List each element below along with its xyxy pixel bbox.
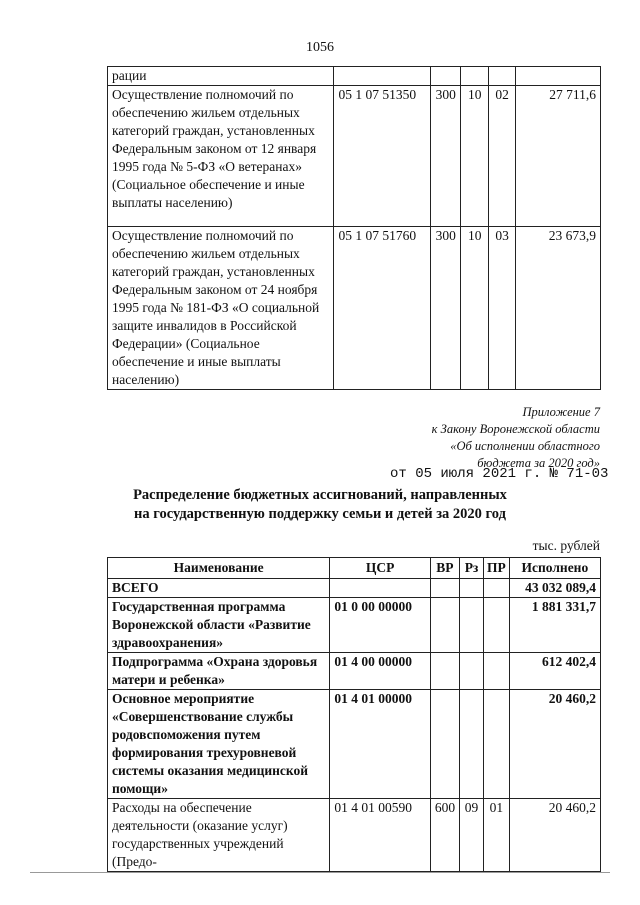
page-number: 1056: [306, 40, 334, 55]
row-pr: [483, 598, 509, 653]
row-vr: 300: [431, 227, 461, 390]
row-csr: 01 4 01 00000: [330, 690, 430, 799]
row-csr: 05 1 07 51350: [334, 86, 431, 227]
row-vr: 600: [430, 799, 459, 872]
row-rz: [460, 579, 484, 598]
units-label: тыс. рублей: [532, 538, 600, 553]
header-vr: ВР: [430, 558, 459, 579]
row-vr: [430, 653, 459, 690]
appendix-note: [432, 404, 600, 472]
row-pr: [489, 67, 516, 86]
row-rz: [460, 598, 484, 653]
row-csr: [330, 579, 430, 598]
row-name: Подпрограмма «Охрана здоровья матери и ребенка»: [108, 653, 330, 690]
row-pr: 01: [483, 799, 509, 872]
appendix-line: «Об исполнении областного: [450, 439, 600, 453]
table-row: [108, 653, 601, 690]
row-vr: [430, 598, 459, 653]
row-csr: 01 4 01 00590: [330, 799, 430, 872]
row-vr: [430, 690, 459, 799]
row-rz: 10: [461, 227, 489, 390]
row-name: Основное мероприятие «Совершенствование службы родовспоможения путем формирования трехуровневой системы оказания медицинской помощи»: [108, 690, 330, 799]
continuation-table: [107, 66, 601, 390]
row-value: 43 032 089,4: [509, 579, 600, 598]
row-pr: [483, 690, 509, 799]
table-row: [108, 86, 601, 227]
table-row: [108, 579, 601, 598]
header-name: Наименование: [108, 558, 330, 579]
appendix-line: к Закону Воронежской области: [431, 422, 600, 436]
row-csr: 01 0 00 00000: [330, 598, 430, 653]
row-name: ВСЕГО: [108, 579, 330, 598]
row-pr: 03: [489, 227, 516, 390]
row-rz: [461, 67, 489, 86]
row-pr: 02: [489, 86, 516, 227]
row-value: 612 402,4: [509, 653, 600, 690]
table-row: [108, 690, 601, 799]
row-csr: [334, 67, 431, 86]
budget-table: [107, 557, 601, 872]
row-value: [516, 67, 601, 86]
table-row: [108, 598, 601, 653]
table-row: [108, 799, 601, 872]
header-rz: Рз: [460, 558, 484, 579]
row-csr: 05 1 07 51760: [334, 227, 431, 390]
row-rz: [460, 653, 484, 690]
table-row: [108, 227, 601, 390]
title-line: на государственную поддержку семьи и детей за 2020 год: [134, 506, 506, 522]
row-value: 20 460,2: [509, 690, 600, 799]
row-vr: [431, 67, 461, 86]
row-rz: [460, 690, 484, 799]
appendix-line: Приложение 7: [522, 405, 600, 419]
row-pr: [483, 653, 509, 690]
row-vr: [430, 579, 459, 598]
row-value: 20 460,2: [509, 799, 600, 872]
title-line: Распределение бюджетных ассигнований, направленных: [133, 487, 507, 503]
row-name: Государственная программа Воронежской области «Развитие здравоохранения»: [108, 598, 330, 653]
appendix-line: бюджета за 2020 год»: [477, 456, 600, 470]
document-title: [0, 486, 640, 524]
header-csr: ЦСР: [330, 558, 430, 579]
row-pr: [483, 579, 509, 598]
table-row: [108, 67, 601, 86]
table-header-row: [108, 558, 601, 579]
row-value: 27 711,6: [516, 86, 601, 227]
row-rz: 09: [460, 799, 484, 872]
row-value: 1 881 331,7: [509, 598, 600, 653]
row-value: 23 673,9: [516, 227, 601, 390]
row-csr: 01 4 00 00000: [330, 653, 430, 690]
footer-divider: [30, 872, 610, 873]
row-rz: 10: [461, 86, 489, 227]
row-vr: 300: [431, 86, 461, 227]
row-name: рации: [108, 67, 334, 86]
row-name: Осуществление полномочий по обеспечению жильем отдельных категорий граждан, установленных Федеральным законом от 12 января 1995 года № 5-ФЗ «О ветеранах» (Социальное обеспечение и иные выплаты населению): [108, 86, 334, 227]
header-value: Исполнено: [509, 558, 600, 579]
decree-stamp: от 05 июля 2021 г. № 71-03: [390, 466, 609, 482]
row-name: Осуществление полномочий по обеспечению жильем отдельных категорий граждан, установленных Федеральным законом от 24 ноября 1995 года № 181-ФЗ «О социальной защите инвалидов в Российской Федерации» (Социальное обеспечение и иные выплаты населению): [108, 227, 334, 390]
row-name: Расходы на обеспечение деятельности (оказание услуг) государственных учреждений (Предо-: [108, 799, 330, 872]
header-pr: ПР: [483, 558, 509, 579]
